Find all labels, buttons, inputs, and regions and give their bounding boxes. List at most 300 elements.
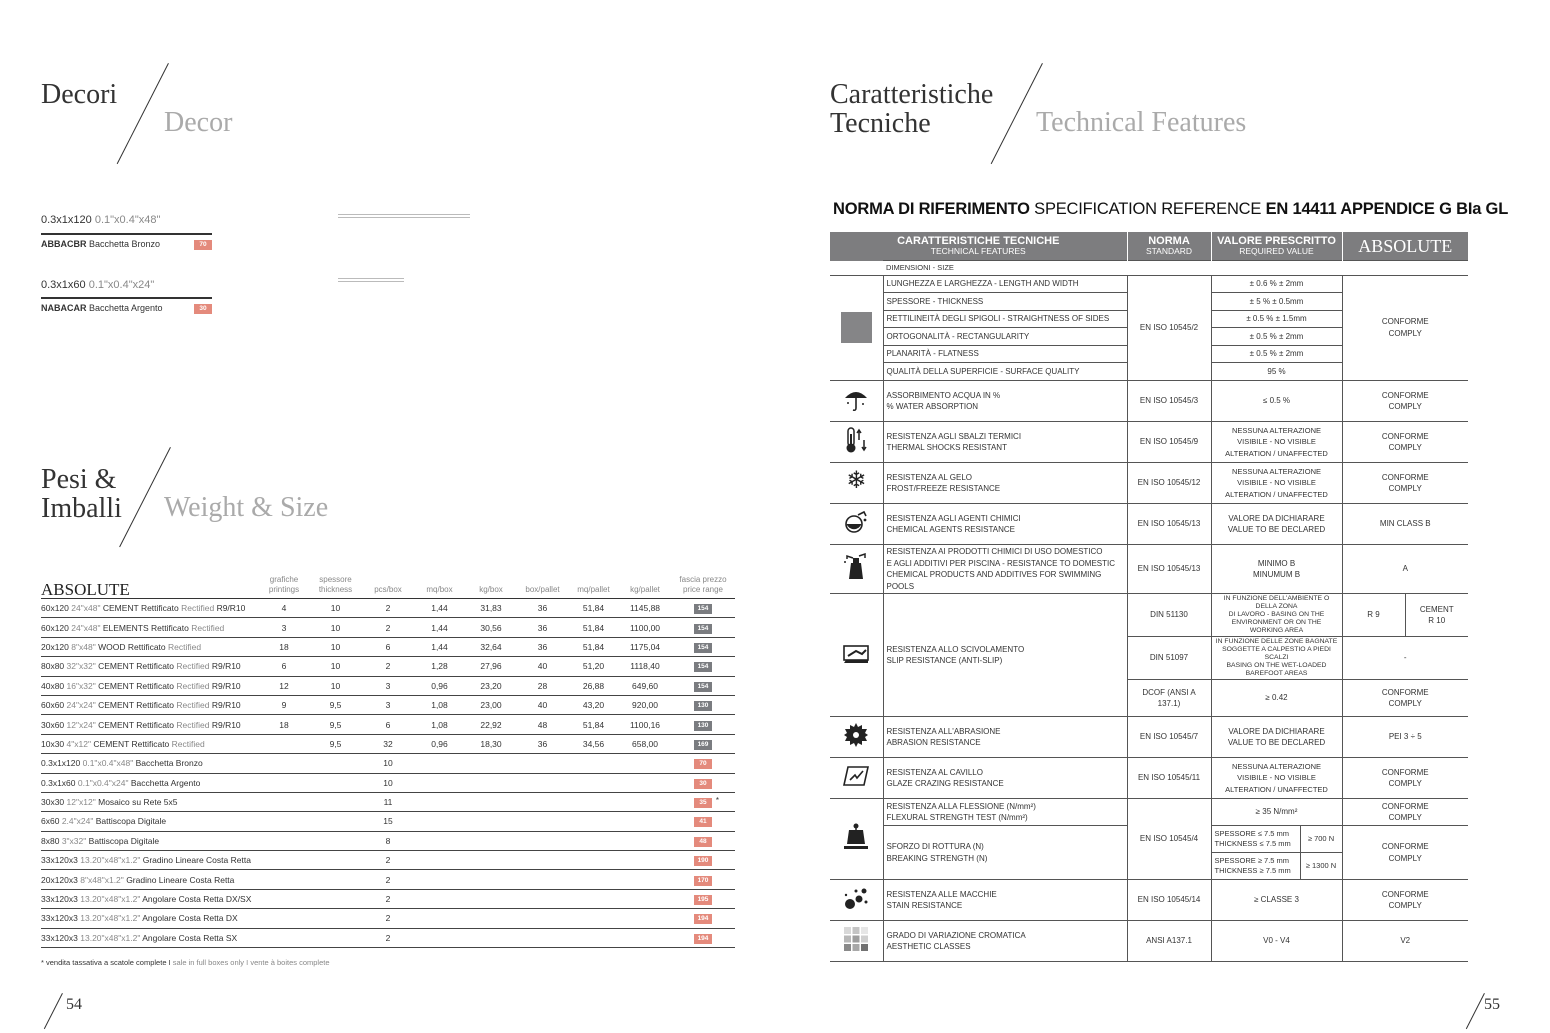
cell-thickness bbox=[309, 928, 362, 947]
cell-mqbox bbox=[414, 851, 465, 870]
cell-mqpallet: 51,84 bbox=[568, 599, 619, 618]
feature-value: V0 - V4 bbox=[1211, 921, 1342, 962]
crazing-icon bbox=[830, 758, 883, 799]
tech-row-frost bbox=[830, 463, 1468, 504]
cell-pcs: 11 bbox=[362, 792, 414, 811]
table-row bbox=[41, 909, 735, 928]
feature-result: - bbox=[1342, 637, 1468, 680]
cell-mqbox bbox=[414, 928, 465, 947]
cell-kgpallet bbox=[619, 870, 671, 889]
col-kg-pallet: kg/pallet bbox=[619, 575, 671, 599]
col-printings: grafiche printings bbox=[259, 575, 309, 599]
cell-boxpallet: 36 bbox=[517, 618, 568, 637]
product-description: 10x30 4"x12" CEMENT Rettificato Rectified bbox=[41, 734, 259, 753]
cell-mqpallet: 34,56 bbox=[568, 734, 619, 753]
spray-bottle-icon bbox=[830, 545, 883, 594]
cell-kgpallet bbox=[619, 928, 671, 947]
feature-label: SFORZO DI ROTTURA (N) BREAKING STRENGTH (N) bbox=[883, 826, 1127, 880]
table-row bbox=[41, 812, 735, 831]
cell-mqpallet bbox=[568, 928, 619, 947]
cell-thickness bbox=[309, 812, 362, 831]
feature-standard: EN ISO 10545/13 bbox=[1127, 545, 1211, 594]
cell-price bbox=[671, 792, 735, 811]
product-description: 60x120 24"x48" CEMENT Rettificato Rectified R9/R10 bbox=[41, 599, 259, 618]
cell-price bbox=[671, 599, 735, 618]
price-badge: 130 bbox=[694, 701, 712, 711]
cell-printings: 9 bbox=[259, 695, 309, 714]
cell-thickness: 10 bbox=[309, 637, 362, 656]
price-badge: 35 bbox=[694, 798, 712, 808]
page-number-slash bbox=[44, 993, 63, 1029]
table-row bbox=[41, 695, 735, 714]
feature-result: V2 bbox=[1342, 921, 1468, 962]
cell-price bbox=[671, 695, 735, 714]
product-description: 33x120x3 13.20"x48"x1.2" Angolare Costa Retta DX bbox=[41, 909, 259, 928]
feature-label: RESISTENZA AL CAVILLO GLAZE CRAZING RESISTANCE bbox=[883, 758, 1127, 799]
product-description: 20x120 8"x48" WOOD Rettificato Rectified bbox=[41, 637, 259, 656]
price-badge: 30 bbox=[694, 779, 712, 789]
header-features: CARATTERISTICHE TECNICHE TECHNICAL FEATURES bbox=[830, 232, 1127, 261]
footnote-star: * bbox=[715, 796, 719, 806]
page-number: 55 bbox=[1484, 996, 1500, 1013]
feature-result: MIN CLASS B bbox=[1342, 504, 1468, 545]
cell-pcs: 32 bbox=[362, 734, 414, 753]
cell-printings: 4 bbox=[259, 599, 309, 618]
feature-value: ≥ CLASSE 3 bbox=[1211, 880, 1342, 921]
dim-value: 95 % bbox=[1211, 363, 1342, 381]
cell-kgbox: 23,00 bbox=[465, 695, 517, 714]
feature-value: NESSUNA ALTERAZIONE VISIBILE - NO VISIBLE ALTERATION / UNAFFECTED bbox=[1211, 422, 1342, 463]
specification-reference: NORMA DI RIFERIMENTO SPECIFICATION REFERENCE EN 14411 APPENDICE G BIa GL bbox=[833, 200, 1509, 218]
cell-kgpallet bbox=[619, 792, 671, 811]
feature-label: RESISTENZA ALLO SCIVOLAMENTO SLIP RESISTANCE (ANTI-SLIP) bbox=[883, 594, 1127, 717]
cell-pcs: 10 bbox=[362, 773, 414, 792]
cell-thickness bbox=[309, 851, 362, 870]
cell-boxpallet bbox=[517, 754, 568, 773]
page-number: 54 bbox=[66, 996, 82, 1013]
cell-pcs: 2 bbox=[362, 909, 414, 928]
brand-name: ABSOLUTE bbox=[41, 575, 259, 599]
cell-price bbox=[671, 870, 735, 889]
cell-mqbox bbox=[414, 812, 465, 831]
price-badge: 154 bbox=[694, 682, 712, 692]
slip-icon bbox=[830, 594, 883, 717]
weights-table bbox=[41, 575, 735, 948]
col-mq-box: mq/box bbox=[414, 575, 465, 599]
feature-result: R 9 bbox=[1342, 594, 1405, 637]
dim-value: ± 0.6 % ± 2mm bbox=[1211, 275, 1342, 293]
square-tile-icon bbox=[830, 275, 883, 381]
product-description: 60x60 24"x24" CEMENT Rettificato Rectified R9/R10 bbox=[41, 695, 259, 714]
table-row bbox=[41, 851, 735, 870]
decor-item-divider bbox=[41, 297, 212, 299]
cell-printings bbox=[259, 870, 309, 889]
cell-thickness bbox=[309, 754, 362, 773]
cell-mqbox bbox=[414, 773, 465, 792]
cell-kgbox bbox=[465, 792, 517, 811]
cell-printings: 12 bbox=[259, 676, 309, 695]
cell-printings bbox=[259, 773, 309, 792]
feature-standard: EN ISO 10545/14 bbox=[1127, 880, 1211, 921]
feature-result: PEI 3 ÷ 5 bbox=[1342, 717, 1468, 758]
table-row bbox=[41, 773, 735, 792]
price-badge: 48 bbox=[694, 837, 712, 847]
cell-printings bbox=[259, 928, 309, 947]
feature-label: RESISTENZA AI PRODOTTI CHIMICI DI USO DOMESTICO E AGLI ADDITIVI PER PISCINA - RESISTANCE TO DOMESTIC CHEMICAL PRODUCTS AND ADDITIVES FOR SWIMMING POOLS bbox=[883, 545, 1127, 594]
dim-label: PLANARITÀ - FLATNESS bbox=[883, 345, 1127, 363]
footnote: * vendita tassativa a scatole complete I sale in full boxes only I vente à boites complete bbox=[41, 958, 330, 967]
cell-printings bbox=[259, 909, 309, 928]
tech-row-water-absorption bbox=[830, 381, 1468, 422]
tech-title: Caratteristiche Tecniche bbox=[830, 79, 994, 139]
product-description: 20x120x3 8"x48"x1.2" Gradino Lineare Costa Retta bbox=[41, 870, 259, 889]
weights-table-header bbox=[41, 575, 735, 599]
cell-printings bbox=[259, 831, 309, 850]
table-row bbox=[41, 928, 735, 947]
feature-result: CONFORME COMPLY bbox=[1342, 880, 1468, 921]
stain-icon bbox=[830, 880, 883, 921]
cell-kgbox bbox=[465, 909, 517, 928]
cell-kgpallet: 658,00 bbox=[619, 734, 671, 753]
cell-printings bbox=[259, 812, 309, 831]
feature-result: CONFORME COMPLY bbox=[1342, 463, 1468, 504]
tech-row-household-chemicals bbox=[830, 545, 1468, 594]
cell-pcs: 10 bbox=[362, 754, 414, 773]
feature-result: CONFORME COMPLY bbox=[1342, 826, 1468, 880]
cell-price bbox=[671, 715, 735, 734]
table-row bbox=[41, 870, 735, 889]
feature-label: RESISTENZA ALL'ABRASIONE ABRASION RESISTANCE bbox=[883, 717, 1127, 758]
cell-kgbox bbox=[465, 928, 517, 947]
cell-kgpallet: 920,00 bbox=[619, 695, 671, 714]
cell-price bbox=[671, 618, 735, 637]
cell-kgpallet bbox=[619, 754, 671, 773]
dim-standard: EN ISO 10545/2 bbox=[1127, 275, 1211, 381]
table-row bbox=[41, 657, 735, 676]
cell-mqbox: 0,96 bbox=[414, 734, 465, 753]
weight-icon bbox=[830, 799, 883, 880]
feature-value: NESSUNA ALTERAZIONE VISIBILE - NO VISIBLE ALTERATION / UNAFFECTED bbox=[1211, 463, 1342, 504]
feature-result: CONFORME COMPLY bbox=[1342, 381, 1468, 422]
decor-item-desc: ABBACBR Bacchetta Bronzo bbox=[41, 239, 161, 249]
decor-image-silver bbox=[338, 278, 404, 282]
table-row bbox=[41, 792, 735, 811]
cell-thickness bbox=[309, 870, 362, 889]
cell-boxpallet: 28 bbox=[517, 676, 568, 695]
price-badge: 194 bbox=[694, 934, 712, 944]
cell-boxpallet: 40 bbox=[517, 657, 568, 676]
dim-result: CONFORME COMPLY bbox=[1342, 275, 1468, 381]
feature-standard: EN ISO 10545/11 bbox=[1127, 758, 1211, 799]
col-mq-pallet: mq/pallet bbox=[568, 575, 619, 599]
decor-title: Decori bbox=[41, 79, 118, 110]
feature-standard: EN ISO 10545/9 bbox=[1127, 422, 1211, 463]
cell-mqbox bbox=[414, 754, 465, 773]
product-description: 33x120x3 13.20"x48"x1.2" Angolare Costa Retta SX bbox=[41, 928, 259, 947]
col-kg-box: kg/box bbox=[465, 575, 517, 599]
cell-kgbox: 31,83 bbox=[465, 599, 517, 618]
cell-mqpallet bbox=[568, 812, 619, 831]
feature-standard: EN ISO 10545/12 bbox=[1127, 463, 1211, 504]
dim-label: ORTOGONALITÀ - RECTANGULARITY bbox=[883, 328, 1127, 346]
tech-row-stain bbox=[830, 880, 1468, 921]
feature-label: GRADO DI VARIAZIONE CROMATICA AESTHETIC CLASSES bbox=[883, 921, 1127, 962]
cell-price bbox=[671, 812, 735, 831]
cell-price bbox=[671, 851, 735, 870]
cell-boxpallet bbox=[517, 773, 568, 792]
product-description: 33x120x3 13.20"x48"x1.2" Angolare Costa Retta DX/SX bbox=[41, 889, 259, 908]
cell-printings: 3 bbox=[259, 618, 309, 637]
cell-price bbox=[671, 928, 735, 947]
cell-pcs: 6 bbox=[362, 715, 414, 734]
cell-mqbox bbox=[414, 870, 465, 889]
product-description: 30x30 12"x12" Mosaico su Rete 5x5 bbox=[41, 792, 259, 811]
feature-value: ≥ 35 N/mm² bbox=[1211, 799, 1342, 826]
dim-label: QUALITÀ DELLA SUPERFICIE - SURFACE QUALITY bbox=[883, 363, 1127, 381]
page-number-slash bbox=[1466, 993, 1485, 1029]
tech-row-flexural bbox=[830, 799, 1468, 826]
feature-standard: ANSI A137.1 bbox=[1127, 921, 1211, 962]
feature-result: CONFORME COMPLY bbox=[1342, 799, 1468, 826]
cell-boxpallet: 36 bbox=[517, 599, 568, 618]
feature-value: ≥ 0.42 bbox=[1211, 680, 1342, 717]
cell-pcs: 2 bbox=[362, 851, 414, 870]
dim-label: RETTILINEITÀ DEGLI SPIGOLI - STRAIGHTNESS OF SIDES bbox=[883, 310, 1127, 328]
tech-row-dimensions-title bbox=[830, 261, 1468, 276]
abrasion-icon bbox=[830, 717, 883, 758]
cell-mqpallet: 51,84 bbox=[568, 637, 619, 656]
weights-subtitle: Weight & Size bbox=[164, 492, 329, 523]
cell-price bbox=[671, 889, 735, 908]
table-row bbox=[41, 754, 735, 773]
cell-pcs: 2 bbox=[362, 870, 414, 889]
cell-thickness: 9,5 bbox=[309, 695, 362, 714]
col-thickness: spessore thickness bbox=[309, 575, 362, 599]
tech-table-header bbox=[830, 232, 1468, 261]
cell-thickness bbox=[309, 831, 362, 850]
cell-mqpallet bbox=[568, 851, 619, 870]
decor-item-size: 0.3x1x60 0.1"x0.4"x24" bbox=[41, 279, 155, 291]
cell-mqpallet: 26,88 bbox=[568, 676, 619, 695]
price-badge: 195 bbox=[694, 895, 712, 905]
tech-row-abrasion bbox=[830, 717, 1468, 758]
header-absolute: ABSOLUTE bbox=[1342, 232, 1468, 261]
feature-label: RESISTENZA AGLI AGENTI CHIMICI CHEMICAL AGENTS RESISTANCE bbox=[883, 504, 1127, 545]
price-badge: 154 bbox=[694, 604, 712, 614]
product-description: 30x60 12"x24" CEMENT Rettificato Rectified R9/R10 bbox=[41, 715, 259, 734]
cell-mqpallet: 43,20 bbox=[568, 695, 619, 714]
product-description: 33x120x3 13.20"x48"x1.2" Gradino Lineare Costa Retta bbox=[41, 851, 259, 870]
feature-standard: DIN 51130 bbox=[1127, 594, 1211, 637]
umbrella-icon bbox=[830, 381, 883, 422]
cell-pcs: 2 bbox=[362, 599, 414, 618]
cell-kgbox bbox=[465, 851, 517, 870]
cell-mqbox bbox=[414, 792, 465, 811]
cell-boxpallet: 48 bbox=[517, 715, 568, 734]
cell-boxpallet bbox=[517, 831, 568, 850]
cell-pcs: 8 bbox=[362, 831, 414, 850]
price-badge: 170 bbox=[694, 876, 712, 886]
cell-mqbox bbox=[414, 889, 465, 908]
price-badge: 70 bbox=[194, 240, 212, 250]
cell-mqbox: 1,08 bbox=[414, 695, 465, 714]
cell-boxpallet bbox=[517, 909, 568, 928]
decor-item-divider bbox=[41, 233, 212, 235]
feature-standard: EN ISO 10545/3 bbox=[1127, 381, 1211, 422]
cell-price bbox=[671, 734, 735, 753]
feature-value: ≤ 0.5 % bbox=[1211, 381, 1342, 422]
dimensions-title: DIMENSIONI - SIZE bbox=[883, 261, 1468, 276]
col-box-pallet: box/pallet bbox=[517, 575, 568, 599]
cell-mqbox bbox=[414, 831, 465, 850]
cell-price bbox=[671, 754, 735, 773]
dim-value: ± 0.5 % ± 2mm bbox=[1211, 345, 1342, 363]
feature-standard: DCOF (ANSI A 137.1) bbox=[1127, 680, 1211, 717]
flask-icon bbox=[830, 504, 883, 545]
cell-thickness: 10 bbox=[309, 618, 362, 637]
tech-row bbox=[830, 275, 1468, 293]
cell-kgpallet bbox=[619, 812, 671, 831]
cell-pcs: 15 bbox=[362, 812, 414, 831]
cell-pcs: 2 bbox=[362, 618, 414, 637]
product-description: 0.3x1x60 0.1"x0.4"x24" Bacchetta Argento bbox=[41, 773, 259, 792]
product-description: 0.3x1x120 0.1"x0.4"x48" Bacchetta Bronzo bbox=[41, 754, 259, 773]
cell-printings bbox=[259, 754, 309, 773]
decor-subtitle: Decor bbox=[164, 107, 233, 138]
price-badge: 130 bbox=[694, 721, 712, 731]
cell-boxpallet bbox=[517, 870, 568, 889]
cell-kgpallet: 649,60 bbox=[619, 676, 671, 695]
table-row bbox=[41, 618, 735, 637]
cell-kgpallet bbox=[619, 831, 671, 850]
table-row bbox=[41, 599, 735, 618]
cell-mqpallet: 51,20 bbox=[568, 657, 619, 676]
cell-mqpallet bbox=[568, 909, 619, 928]
price-badge: 41 bbox=[694, 817, 712, 827]
decor-title-slash bbox=[117, 63, 170, 164]
cell-kgbox: 23,20 bbox=[465, 676, 517, 695]
cell-mqpallet bbox=[568, 773, 619, 792]
table-row bbox=[41, 715, 735, 734]
cell-kgpallet: 1118,40 bbox=[619, 657, 671, 676]
dim-value: ± 5 % ± 0.5mm bbox=[1211, 293, 1342, 311]
cell-thickness bbox=[309, 889, 362, 908]
cell-mqbox: 1,44 bbox=[414, 637, 465, 656]
feature-result: CONFORME COMPLY bbox=[1342, 758, 1468, 799]
cell-mqbox: 1,08 bbox=[414, 715, 465, 734]
cell-mqpallet: 51,84 bbox=[568, 618, 619, 637]
header-required-value: VALORE PRESCRITTO REQUIRED VALUE bbox=[1211, 232, 1342, 261]
tech-row-thermal-shock bbox=[830, 422, 1468, 463]
price-badge: 30 bbox=[194, 304, 212, 314]
snowflake-icon: ❄ bbox=[830, 463, 883, 504]
cell-printings bbox=[259, 734, 309, 753]
table-row bbox=[41, 889, 735, 908]
col-price-range: fascia prezzo price range bbox=[671, 575, 735, 599]
cell-price bbox=[671, 831, 735, 850]
cell-price bbox=[671, 657, 735, 676]
feature-result: A bbox=[1342, 545, 1468, 594]
cell-mqbox: 1,44 bbox=[414, 599, 465, 618]
cell-boxpallet bbox=[517, 792, 568, 811]
table-row bbox=[41, 637, 735, 656]
feature-label: RESISTENZA ALLA FLESSIONE (N/mm²) FLEXURAL STRENGTH TEST (N/mm²) bbox=[883, 799, 1127, 826]
tech-row-shade bbox=[830, 921, 1468, 962]
cell-kgpallet bbox=[619, 773, 671, 792]
product-description: 60x120 24"x48" ELEMENTS Rettificato Rectified bbox=[41, 618, 259, 637]
decor-item-desc: NABACAR Bacchetta Argento bbox=[41, 303, 163, 313]
cell-kgbox: 18,30 bbox=[465, 734, 517, 753]
feature-label: RESISTENZA AL GELO FROST/FREEZE RESISTANCE bbox=[883, 463, 1127, 504]
cell-thickness: 10 bbox=[309, 657, 362, 676]
cell-pcs: 2 bbox=[362, 657, 414, 676]
cell-printings bbox=[259, 889, 309, 908]
thickness-condition: SPESSORE ≥ 7.5 mm THICKNESS ≥ 7.5 mm bbox=[1211, 853, 1300, 880]
col-pcs-box: pcs/box bbox=[362, 575, 414, 599]
feature-standard: EN ISO 10545/7 bbox=[1127, 717, 1211, 758]
dim-value: ± 0.5 % ± 2mm bbox=[1211, 328, 1342, 346]
cell-boxpallet: 40 bbox=[517, 695, 568, 714]
cell-kgbox: 32,64 bbox=[465, 637, 517, 656]
product-description: 8x80 3"x32" Battiscopa Digitale bbox=[41, 831, 259, 850]
tech-row-crazing bbox=[830, 758, 1468, 799]
price-badge: 154 bbox=[694, 662, 712, 672]
feature-standard: DIN 51097 bbox=[1127, 637, 1211, 680]
cell-pcs: 2 bbox=[362, 928, 414, 947]
cell-pcs: 6 bbox=[362, 637, 414, 656]
cell-mqbox: 0,96 bbox=[414, 676, 465, 695]
cell-printings: 18 bbox=[259, 715, 309, 734]
price-badge: 194 bbox=[694, 914, 712, 924]
feature-value: NESSUNA ALTERAZIONE VISIBILE - NO VISIBLE ALTERATION / UNAFFECTED bbox=[1211, 758, 1342, 799]
cell-kgpallet: 1175,04 bbox=[619, 637, 671, 656]
cell-mqbox: 1,28 bbox=[414, 657, 465, 676]
cell-thickness: 9,5 bbox=[309, 715, 362, 734]
header-standard: NORMA STANDARD bbox=[1127, 232, 1211, 261]
decor-image-bronze bbox=[338, 214, 470, 218]
cell-kgpallet: 1100,00 bbox=[619, 618, 671, 637]
cell-boxpallet bbox=[517, 889, 568, 908]
cell-kgbox bbox=[465, 812, 517, 831]
price-badge: 190 bbox=[694, 856, 712, 866]
product-description: 6x60 2.4"x24" Battiscopa Digitale bbox=[41, 812, 259, 831]
cell-kgpallet bbox=[619, 851, 671, 870]
cell-thickness bbox=[309, 792, 362, 811]
cell-printings bbox=[259, 851, 309, 870]
cell-boxpallet: 36 bbox=[517, 637, 568, 656]
dim-label: SPESSORE - THICKNESS bbox=[883, 293, 1127, 311]
cell-price bbox=[671, 676, 735, 695]
cell-kgbox bbox=[465, 870, 517, 889]
cell-thickness: 10 bbox=[309, 599, 362, 618]
feature-result: CONFORME COMPLY bbox=[1342, 680, 1468, 717]
cell-mqbox bbox=[414, 909, 465, 928]
feature-result-cement: CEMENT R 10 bbox=[1405, 594, 1468, 637]
cell-kgpallet: 1100,16 bbox=[619, 715, 671, 734]
cell-boxpallet bbox=[517, 851, 568, 870]
breaking-value: ≥ 1300 N bbox=[1300, 853, 1342, 880]
cell-kgbox bbox=[465, 889, 517, 908]
dim-label: LUNGHEZZA E LARGHEZZA - LENGTH AND WIDTH bbox=[883, 275, 1127, 293]
feature-label: RESISTENZA ALLE MACCHIE STAIN RESISTANCE bbox=[883, 880, 1127, 921]
cell-mqpallet bbox=[568, 754, 619, 773]
table-row bbox=[41, 831, 735, 850]
cell-printings: 18 bbox=[259, 637, 309, 656]
feature-value: VALORE DA DICHIARARE VALUE TO BE DECLARED bbox=[1211, 504, 1342, 545]
cell-kgpallet: 1145,88 bbox=[619, 599, 671, 618]
cell-kgbox: 22,92 bbox=[465, 715, 517, 734]
cell-printings bbox=[259, 792, 309, 811]
